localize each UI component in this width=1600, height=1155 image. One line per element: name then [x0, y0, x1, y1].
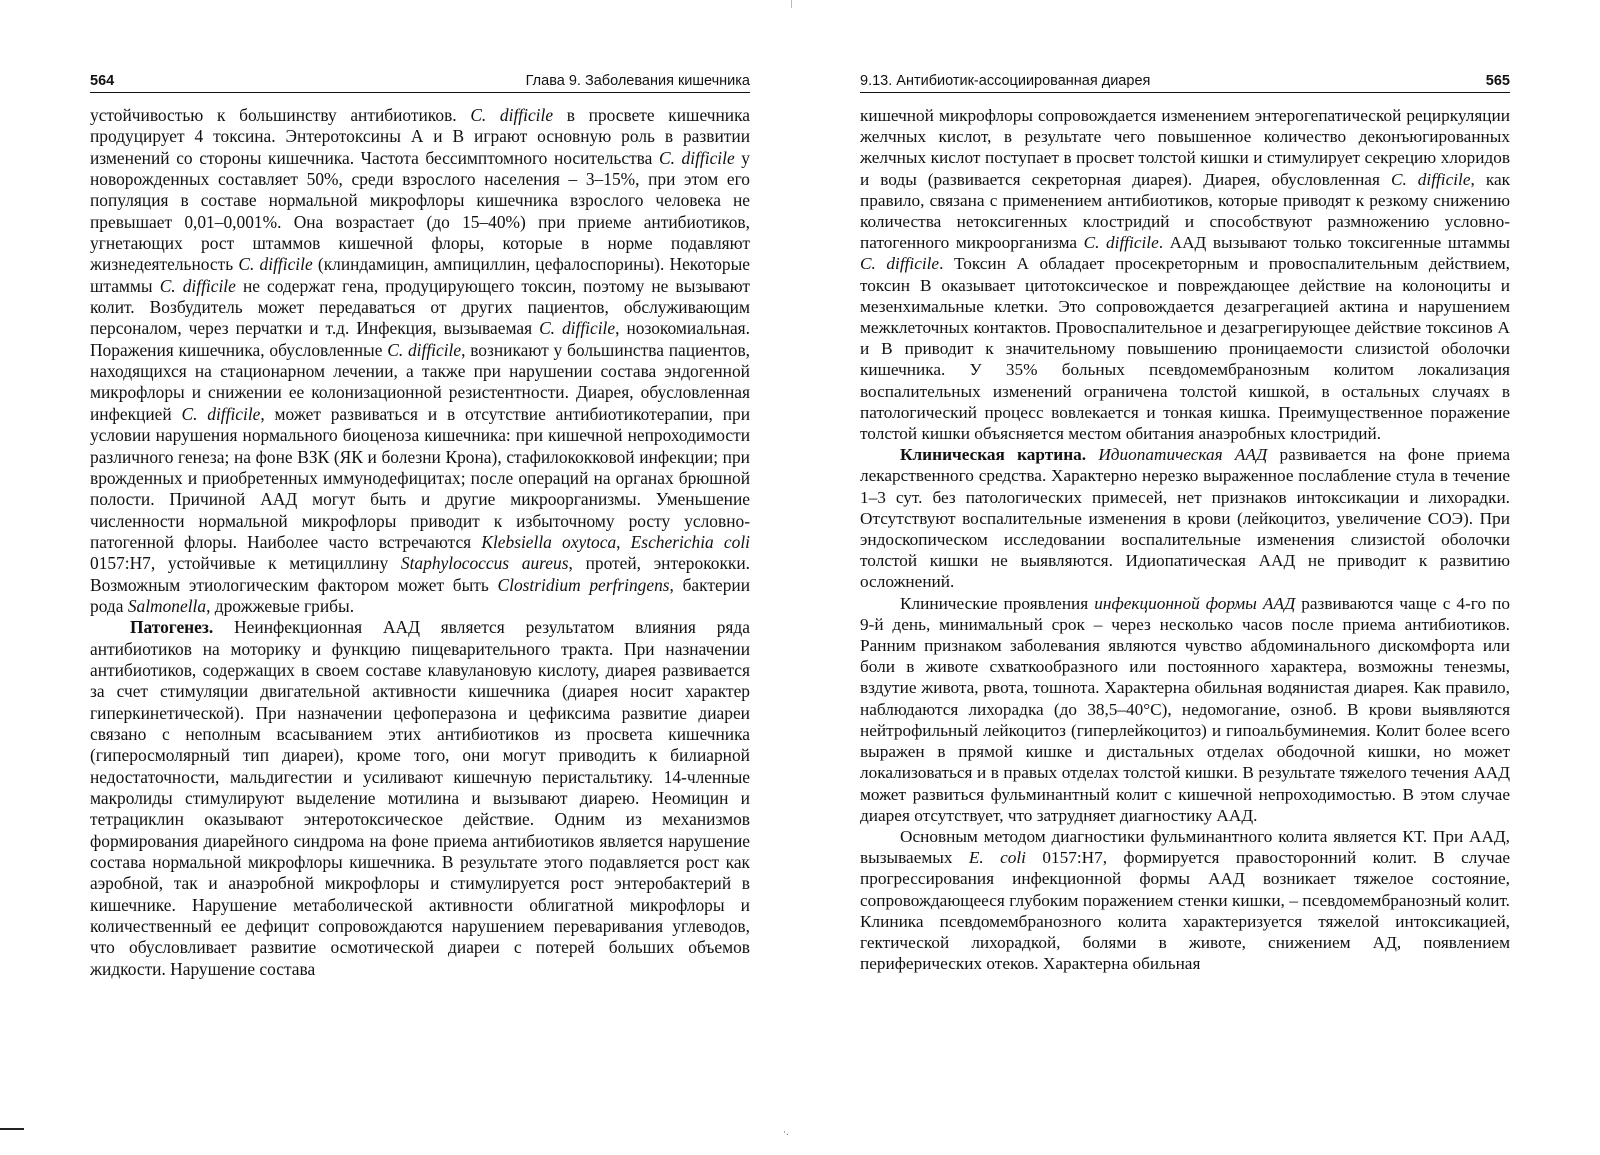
italic-term: Escherichia coli: [630, 531, 750, 552]
text-run: развивается на фоне приема лекарственного средства. Характерно нерезко выраженное послабление стула в течение 1–3 сут. без патологических примесей, нет признаков интоксикации и лихорадки. Отсутствуют воспалительные изменения в крови (лейкоцитоз, увеличение СОЭ). При эндоскопическом исследовании воспалительные изменения слизистой оболочки толстой кишки не выявляются. Идиопатическая ААД не приводит к развитию осложнений.: [860, 445, 1510, 592]
text-run: Основным методом диагностики фульминантного колита является КТ. При ААД, вызываемых: [860, 826, 1510, 868]
italic-term: Идиопатическая ААД: [1098, 445, 1268, 465]
run-in-heading: Клиническая картина.: [900, 445, 1087, 465]
italic-term: C. difficile: [539, 318, 616, 339]
italic-term: Salmonella: [127, 595, 207, 616]
right-paragraph-2: [860, 444, 1510, 592]
text-run: в просвете кишечника продуцирует 4 токсина. Энтеротоксины А и В играют основную роль в развитии изменений со стороны кишечника. Частота бессимптомного носительства: [90, 105, 750, 168]
right-page-number: 565: [1485, 73, 1510, 89]
text-run: у новорожденных составляет 50%, среди взрослого населения – 3–15%, при этом его популяция в составе нормальной микрофлоры кишечника взрослого человека не превышает 0,01–0,001%. Она возрастает (до 15–40%) при приеме антибиотиков, угнетающих рост штаммов кишечной флоры, которые в норме подавляют жизнедеятельность: [90, 147, 750, 275]
scan-edge-mark: [0, 1128, 24, 1130]
text-run: 0157:H7, формируется правосторонний колит. В случае прогрессирования инфекционной формы ААД возникает тяжелое состояние, сопровождающееся глубоким поражением стенки кишки, – псевдомембранозный колит. Клиника псевдомембранозного колита характеризуется тяжелой интоксикацией, гектической лихорадкой, болями в животе, снижением АД, появлением периферических отеков. Характерна обильная: [860, 848, 1511, 974]
right-running-head: [860, 70, 1510, 93]
right-paragraph-4: [860, 826, 1510, 974]
italic-term: Clostridium perfringens: [497, 574, 670, 595]
text-run: устойчивостью к большинству антибиотиков.: [90, 105, 471, 125]
italic-term: C. difficile: [1390, 169, 1471, 189]
italic-term: C. difficile: [470, 105, 554, 125]
left-paragraph-2: [90, 617, 750, 980]
text-run: 0157:H7, устойчивые к метициллину: [90, 553, 401, 574]
italic-term: инфекционной формы ААД: [1094, 593, 1296, 613]
text-run: , бактерии рода: [90, 574, 750, 616]
italic-term: Klebsiella oxytoca: [481, 531, 617, 552]
italic-term: C. difficile: [387, 339, 462, 360]
text-run: , может развиваться и в отсутствие антибиотикотерапии, при условии нарушения нормального биоценоза кишечника: при кишечной непроходимости различного генеза; на фоне ВЗК (ЯК и болезни Крона), стафилококковой инфекции; при врожденных и приобретенных иммунодефицитах; после операций на органах брюшной полости. Причиной ААД могут быть и другие микроорганизмы. Уменьшение численности нормальной микрофлоры приводит к избыточному росту условно-патогенной флоры. Наиболее часто встречаются: [90, 403, 750, 552]
text-run: Неинфекционная ААД является результатом влияния ряда антибиотиков на моторику и функцию пищеварительного тракта. При назначении антибиотиков, содержащих в своем составе клавулановую кислоту, диарея развивается за счет стимуляции двигательной активности кишечника (диарея носит характер гиперкинетической). При назначении цефоперазона и цефиксима развитие диареи связано с неполным всасыванием этих антибиотиков из просвета кишечника (гиперосмолярный тип диареи), кроме того, они могут приводить к билиарной недостаточности, мальдигестии и усиливают кишечную перистальтику. 14-членные макролиды стимулируют выделение мотилина и вызывают диарею. Неомицин и тетрациклин оказывают энтеротоксическое действие. Одним из механизмов формирования диарейного синдрома на фоне приема антибиотиков является нарушение состава нормальной микрофлоры кишечника. В результате этого подавляется рост как аэробной, так и анаэробной микрофлоры и стимулируется рост энтеробактерий в кишечнике. Нарушение метаболической активности облигатной микрофлоры и количественный ее дефицит сопровождаются нарушением переваривания углеводов, что обусловливает развитие осмотической диареи с потерей больших объемов жидкости. Нарушение состава: [90, 617, 750, 979]
right-paragraph-3: [860, 593, 1510, 826]
text-run: ,: [616, 531, 631, 552]
left-page-number: 564: [90, 73, 115, 89]
right-paragraph-1: [860, 105, 1510, 444]
text-run: развиваются чаще с 4-го по 9-й день, минимальный срок – через несколько часов после приема антибиотиков. Ранним признаком заболевания являются чувство абдоминального дискомфорта или боли в животе схваткообразного или постоянного характера, возможны тенезмы, вздутие живота, рвота, тошнота. Характерна обильная водянистая диарея. Как правило, наблюдаются лихорадка (до 38,5–40°С), недомогание, озноб. В крови выявляются нейтрофильный лейкоцитоз (гиперлейкоцитоз) и гипоальбуминемия. Колит более всего выражен в прямой кишке и дистальных отделах ободочной кишки, но может локализоваться и в правых отделах толстой кишки. В результате тяжелого течения ААД может развиться фульминантный колит с кишечной непроходимостью. В этом случае диарея отсутствует, что затрудняет диагностику ААД.: [860, 593, 1510, 825]
italic-term: C. difficile: [159, 275, 236, 296]
left-page: [90, 70, 750, 980]
text-run: [1086, 445, 1098, 464]
text-run: (клиндамицин, ампициллин, цефалоспорины). Некоторые штаммы: [90, 254, 751, 296]
italic-term: C. difficile: [860, 254, 940, 274]
text-run: , как правило, связана с применением антибиотиков, которые приводят к резкому снижению количества нетоксигенных клостридий и способствуют размножению условно-патогенного микроорганизма: [860, 169, 1510, 253]
gutter-mark-bottom: ·.: [783, 1128, 789, 1138]
text-run: , возникают у большинства пациентов, находящихся на стационарном лечении, а также при нарушении состава эндогенной микрофлоры и снижении ее колонизационной резистентности. Диарея, обусловленная инфекцией: [90, 339, 751, 424]
gutter-mark-top: [791, 0, 792, 8]
italic-term: C. difficile: [659, 147, 735, 168]
right-body-text: [860, 105, 1510, 974]
run-in-heading: Патогенез.: [130, 617, 214, 638]
text-run: . Токсин А обладает просекреторным и провоспалительным действием, токсин В оказывает цитотоксическое и повреждающее действие на колоноциты и мезенхимальные клетки. Это сопровождается дезагрегацией актина и нарушением межклеточных контактов. Провоспалительное и дезагрегирующее действие токсинов А и В приводит к значительному повышению проницаемости слизистой оболочки кишечника. У 35% больных псевдомембранозным колитом локализация воспалительных изменений ограничена толстой кишкой, в остальных случаях в патологический процесс вовлекается и тонкая кишка. Преимущественное поражение толстой кишки объясняется местом обитания анаэробных клостридий.: [860, 254, 1510, 444]
text-run: кишечной микрофлоры сопровождается изменением энтерогепатической рециркуляции желчных кислот, в результате чего повышенное количество деконъюгированных желчных кислот поступает в просвет толстой кишки и стимулирует секрецию хлоридов и воды (развивается секреторная диарея). Диарея, обусловленная: [860, 106, 1510, 189]
text-run: , дрожжевые грибы.: [206, 595, 355, 616]
italic-term: C. difficile: [181, 403, 261, 424]
left-paragraph-1: [90, 105, 750, 617]
italic-term: C. difficile: [1083, 233, 1159, 253]
italic-term: E. coli: [968, 848, 1026, 868]
text-run: Клинические проявления: [900, 593, 1095, 613]
text-run: , нозокомиальная. Поражения кишечника, обусловленные: [90, 318, 751, 360]
italic-term: Staphylococcus aureus: [400, 553, 569, 574]
chapter-header: Глава 9. Заболевания кишечника: [525, 73, 750, 89]
text-run: . ААД вызывают только токсигенные штаммы: [1158, 233, 1510, 253]
right-page: [860, 70, 1510, 974]
left-body-text: [90, 105, 750, 980]
text-run: не содержат гена, продуцирующего токсин, поэтому не вызывают колит. Возбудитель может передаваться от других пациентов, обслуживающим персоналом, через перчатки и т.д. Инфекция, вызываемая: [90, 275, 750, 339]
italic-term: C. difficile: [238, 254, 313, 275]
section-header: 9.13. Антибиотик-ассоциированная диарея: [860, 73, 1151, 89]
left-running-head: [90, 70, 750, 93]
text-run: , протей, энтерококки. Возможным этиологическим фактором может быть: [90, 553, 751, 595]
